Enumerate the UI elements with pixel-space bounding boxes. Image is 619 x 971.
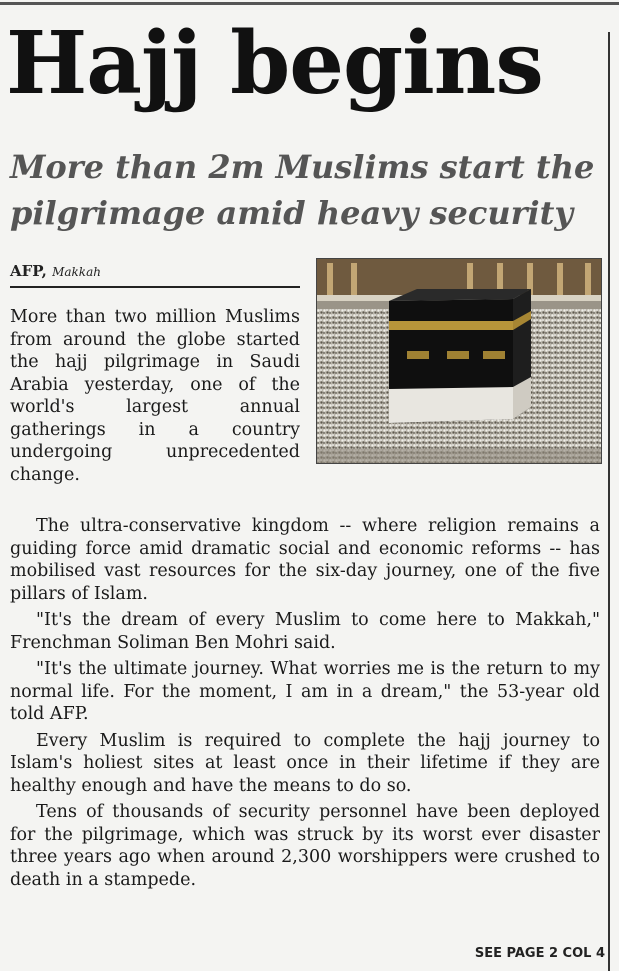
lead-paragraph: More than two million Muslims from around the globe started the hajj pilgrimage in Saudi Arabia yesterday, one of the world's largest annual gatherings in a country undergoing unprecedented change. — [10, 307, 300, 485]
subheadline: More than 2m Muslims start the pilgrimage amid heavy security — [10, 148, 595, 232]
continuation-note: SEE PAGE 2 COL 4 — [474, 946, 605, 961]
body-paragraph: Every Muslim is required to complete the hajj journey to Islam's holiest sites at least once in their lifetime if they are healthy enough and have the means to do so. — [10, 730, 600, 796]
body-paragraph: Tens of thousands of security personnel have been deployed for the pilgrimage, which was struck by its worst ever disaster three years ago when around 2,300 worshippers were crushed to death in a stampede. — [10, 802, 600, 890]
photo-illustration — [317, 259, 601, 463]
kaaba-lower-cloth — [389, 387, 513, 423]
article-body — [10, 515, 600, 895]
kiswa-gold-band — [389, 321, 513, 330]
column-rule — [608, 32, 610, 971]
byline — [10, 262, 300, 288]
kaaba-crowd-photo — [316, 258, 602, 464]
top-rule — [0, 2, 619, 5]
byline-agency: AFP, — [10, 262, 47, 280]
body-paragraph: The ultra-conservative kingdom -- where religion remains a guiding force amid dramatic social and economic reforms -- has mobilised vast resources for the six-day journey, one of the five pillars of Islam. — [10, 516, 600, 604]
body-paragraph: "It's the dream of every Muslim to come here to Makkah," Frenchman Soliman Ben Mohri said. — [10, 610, 600, 653]
body-paragraph: "It's the ultimate journey. What worries me is the return to my normal life. For the moment, I am in a dream," the 53-year old told AFP. — [10, 659, 600, 724]
byline-location: Makkah — [52, 265, 101, 279]
headline: Hajj begins — [6, 13, 543, 114]
